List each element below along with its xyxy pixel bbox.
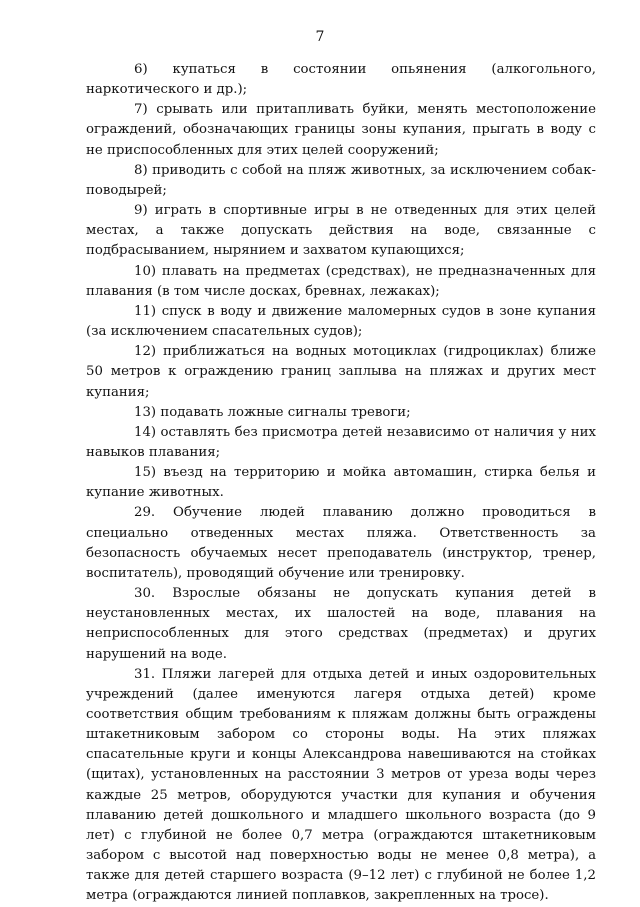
paragraph-item-7: 7) срывать или притапливать буйки, менять местоположение ограждений, обозначающих границы зоны купания, прыгать в воду с не приспособленных для этих целей сооружений; (86, 102, 596, 158)
paragraph-item-10: 10) плавать на предметах (средствах), не предназначенных для плавания (в том числе досках, бревнах, лежаках); (86, 263, 596, 299)
paragraph-item-12: 12) приближаться на водных мотоциклах (гидроциклах) ближе 50 метров к ограждению границ заплыва на пляжах и других мест купания; (86, 344, 596, 400)
paragraph-item-8: 8) приводить с собой на пляж животных, за исключением собак-поводырей; (86, 162, 596, 198)
paragraph-section-30: 30. Взрослые обязаны не допускать купания детей в неустановленных местах, их шалостей на воде, плавания на неприспособленных для этого средствах (предметах) и других нарушений на воде. (86, 586, 596, 662)
paragraph-section-31: 31. Пляжи лагерей для отдыха детей и иных оздоровительных учреждений (далее именуются лагеря отдыха детей) кроме соответствия общим требованиям к пляжам должны быть ограждены штакетниковым забором со стороны воды. На этих пляжах спасательные круги и концы Александрова навешиваются на стойках (щитах), установленных на расстоянии 3 метров от уреза воды через каждые 25 метров, оборудуются участки для купания и обучения плаванию детей дошкольного и младшего школьного возраста (до 9 лет) с глубиной не более 0,7 метра (ограждаются штакетниковым забором с высотой над поверхностью воды не менее 0,8 метра), а также для детей старшего возраста (9–12 лет) с глубиной не более 1,2 метра (ограждаются линией поплавков, закрепленных на тросе). (86, 666, 596, 904)
paragraph-item-9: 9) играть в спортивные игры в не отведенных для этих целей местах, а также допускать действия на воде, связанные с подбрасыванием, нырянием и захватом купающихся; (86, 203, 596, 259)
paragraph-item-15: 15) въезд на территорию и мойка автомашин, стирка белья и купание животных. (86, 465, 596, 501)
paragraph-item-14: 14) оставлять без присмотра детей независимо от наличия у них навыков плавания; (86, 424, 596, 460)
paragraph-item-11: 11) спуск в воду и движение маломерных судов в зоне купания (за исключением спасательных судов); (86, 303, 596, 340)
paragraph-item-6: 6) купаться в состоянии опьянения (алкогольного, наркотического и др.); (86, 62, 596, 98)
paragraph-item-13: 13) подавать ложные сигналы тревоги; (134, 404, 411, 420)
page-number: 7 (315, 29, 325, 45)
document-body (86, 60, 596, 907)
paragraph-section-29: 29. Обучение людей плаванию должно проводиться в специально отведенных местах пляжа. Ответственность за безопасность обучаемых несет преподаватель (инструктор, тренер, воспитатель), проводящий обучение или тренировку. (86, 505, 596, 581)
